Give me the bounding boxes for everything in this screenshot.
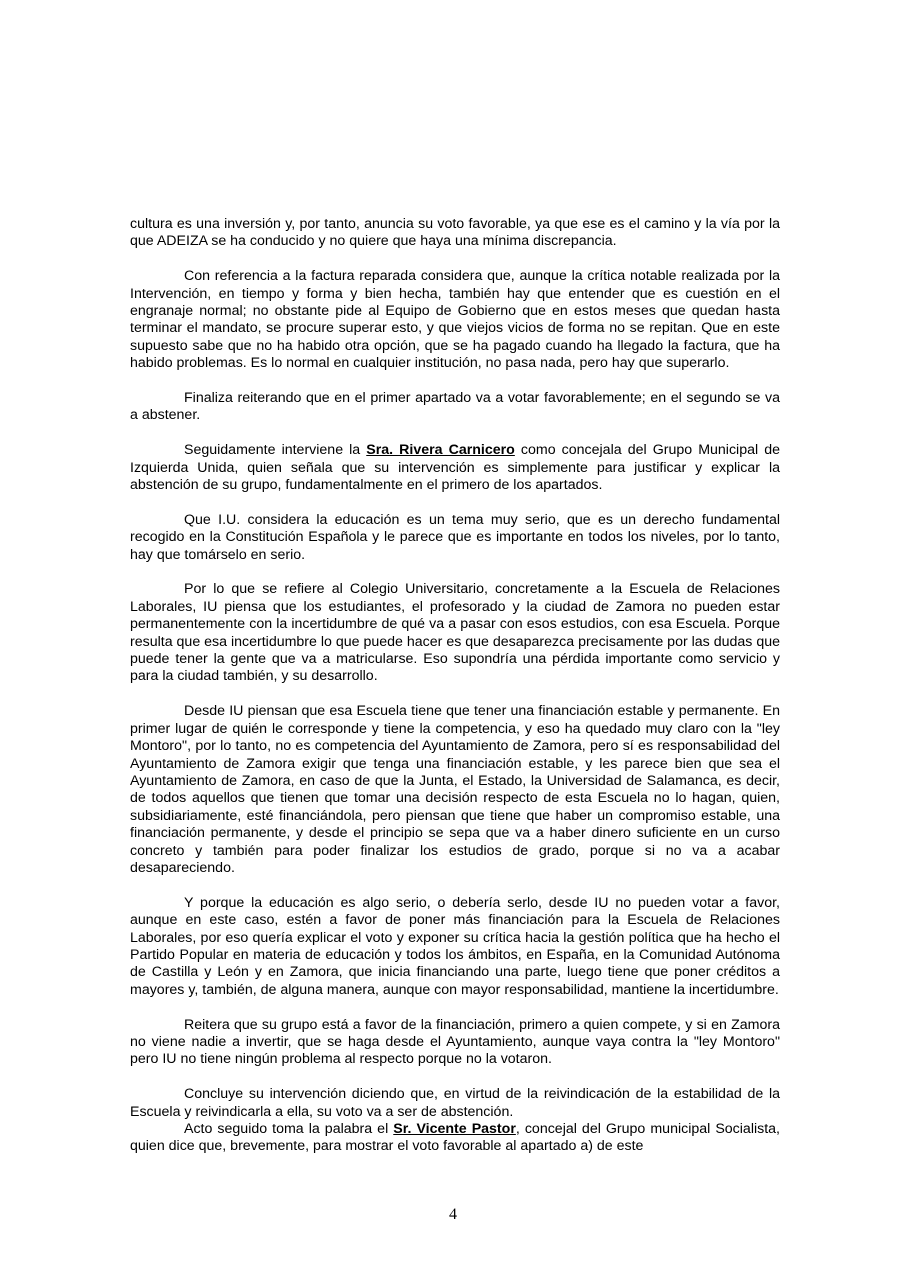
- speaker-name-rivera-carnicero: Sra. Rivera Carnicero: [366, 442, 515, 459]
- paragraph-text-after: , concejal del Grupo municipal Socialista, quien dice que, brevemente, para mostrar el voto favorable al apartado a) de este: [130, 1120, 780, 1155]
- speaker-name-vicente-pastor: Sr. Vicente Pastor: [393, 1120, 516, 1137]
- paragraph-reitera: Reitera que su grupo está a favor de la financiación, primero a quien compete, y si en Zamora no viene nadie a invertir, que se haga desde el Ayuntamiento, aunque vaya contra la "ley Montoro" pero IU no tiene ningún problema al respecto porque no la votaron.: [130, 1016, 780, 1068]
- paragraph-finaliza-reiterando: Finaliza reiterando que en el primer apartado va a votar favorablemente; en el segundo se va a abstener.: [130, 390, 780, 424]
- paragraph-vicente-pastor: [130, 1121, 780, 1156]
- page-number: 4: [449, 1206, 457, 1223]
- paragraph-factura-reparada: Con referencia a la factura reparada considera que, aunque la crítica notable realizada por la Intervención, en tiempo y forma y bien hecha, también hay que entender que es cuestión en el engranaje normal; no obstante pide al Equipo de Gobierno que en estos meses que quedan hasta terminar el mandato, se procure superar esto, y que viejos vicios de forma no se repitan. Que en este supuesto sabe que no ha habido otra opción, que se ha pagado cuando ha llegado la factura, que ha habido problemas. Es lo normal en cualquier institución, no pasa nada, pero hay que superarlo.: [130, 268, 780, 372]
- paragraph-rivera-carnicero: [130, 442, 780, 494]
- paragraph-text-before: Seguidamente interviene la: [184, 442, 367, 459]
- paragraph-colegio-universitario: Por lo que se refiere al Colegio Universitario, concretamente a la Escuela de Relaciones Laborales, IU piensa que los estudiantes, el profesorado y la ciudad de Zamora no pueden estar permanentemente con la incertidumbre de qué va a pasar con esos estudios, con esa Escuela. Porque resulta que esa incertidumbre lo que puede hacer es que desaparezca precisamente por las dudas que puede tener la gente que va a matricularse. Eso supondría una pérdida importante como servicio y para la ciudad también, y su desarrollo.: [130, 581, 780, 685]
- paragraph-text-after: como concejala del Grupo Municipal de Izquierda Unida, quien señala que su intervención es simplemente para justificar y explicar la abstención de su grupo, fundamentalmente en el primero de los apartados.: [130, 442, 780, 494]
- paragraph-concluye: Concluye su intervención diciendo que, en virtud de la reivindicación de la estabilidad de la Escuela y reivindicarla a ella, su voto va a ser de abstención.: [130, 1086, 780, 1120]
- paragraph-text-before: Acto seguido toma la palabra el: [184, 1120, 394, 1137]
- paragraph-educacion-algo-serio: Y porque la educación es algo serio, o debería serlo, desde IU no pueden votar a favor, aunque en este caso, estén a favor de poner más financiación para la Escuela de Relaciones Laborales, por eso quería explicar el voto y exponer su crítica hacia la gestión política que ha hecho el Partido Popular en materia de educación y todos los ámbitos, en España, en la Comunidad Autónoma de Castilla y León y en Zamora, que inicia financiando una parte, luego tiene que poner créditos a mayores y, también, de alguna manera, aunque con mayor responsabilidad, mantiene la incertidumbre.: [130, 894, 780, 998]
- paragraph-continuation: cultura es una inversión y, por tanto, anuncia su voto favorable, ya que ese es el camino y la vía por la que ADEIZA se ha conducido y no quiere que haya una mínima discrepancia.: [130, 216, 780, 250]
- paragraph-financiacion-estable: Desde IU piensan que esa Escuela tiene que tener una financiación estable y permanente. En primer lugar de quién le corresponde y tiene la competencia, y eso ha quedado muy claro con la "ley Montoro", por lo tanto, no es competencia del Ayuntamiento de Zamora, pero sí es responsabilidad del Ayuntamiento de Zamora exigir que tenga una financiación estable, y les parece bien que sea el Ayuntamiento de Zamora, en caso de que la Junta, el Estado, la Universidad de Salamanca, es decir, de todos aquellos que tienen que tomar una decisión respecto de esta Escuela no lo hagan, quien, subsidiariamente, esté financiándola, pero piensan que tiene que haber un compromiso estable, una financiación permanente, y desde el principio se sepa que va a haber dinero suficiente en un curso concreto y también para poder finalizar los estudios de grado, porque si no va a acabar desapareciendo.: [130, 703, 780, 876]
- paragraph-educacion-tema-serio: Que I.U. considera la educación es un tema muy serio, que es un derecho fundamental recogido en la Constitución Española y le parece que es importante en todos los niveles, por lo tanto, hay que tomárselo en serio.: [130, 511, 780, 563]
- document-body: [130, 216, 780, 1156]
